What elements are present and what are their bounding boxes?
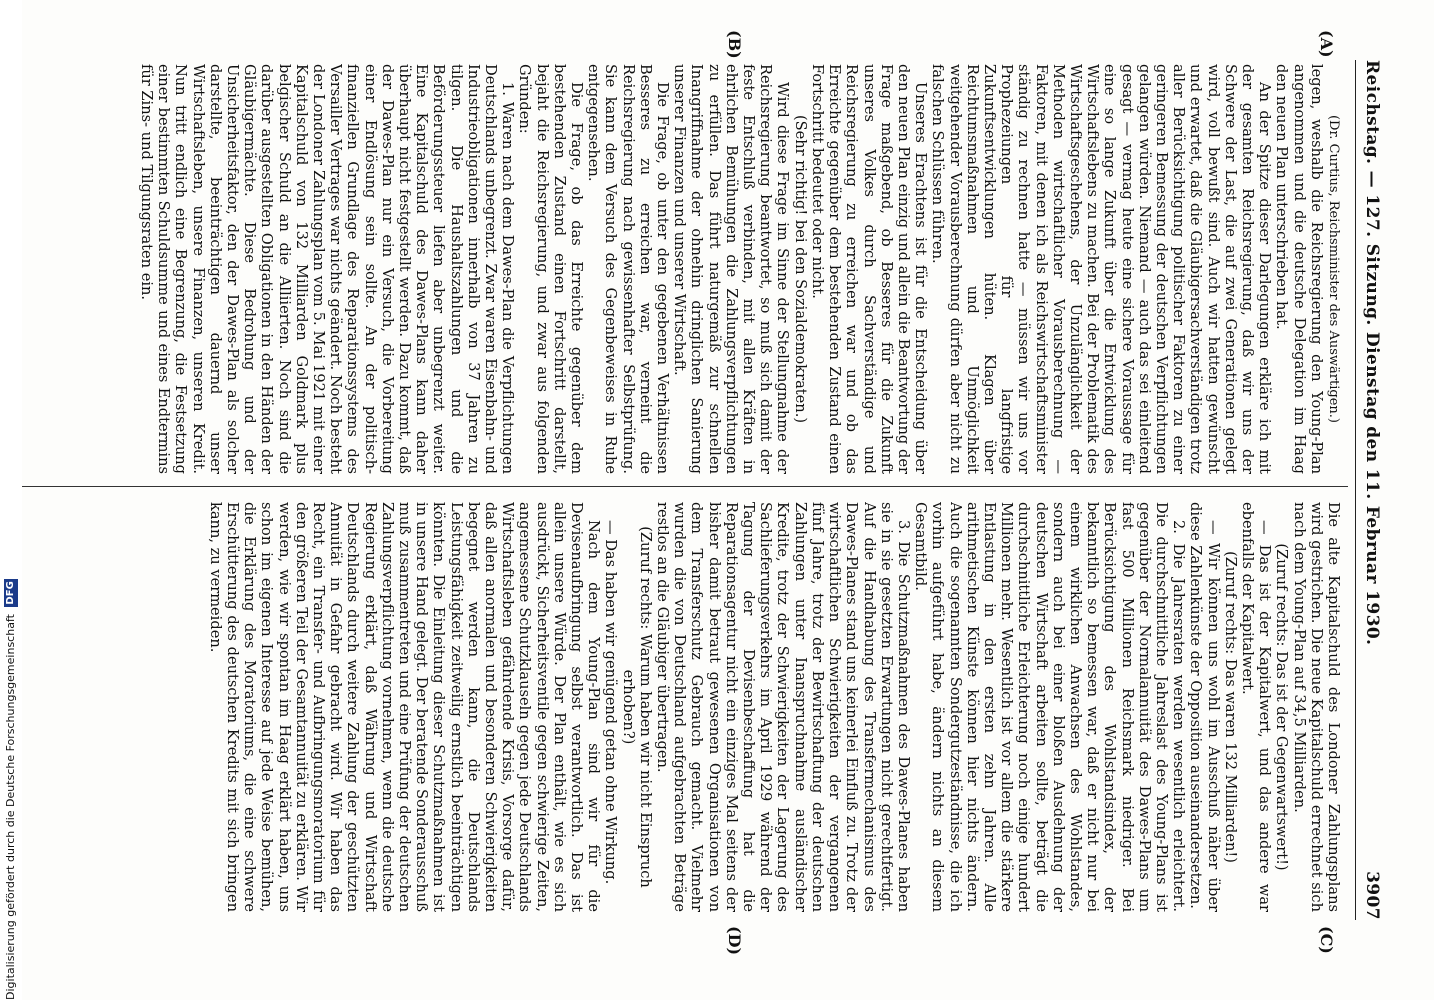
text-column-right xyxy=(12,502,1342,912)
text-column-left xyxy=(12,64,1342,474)
paragraph: Die Frage, ob das Erreichte gegenüber dem bestehenden Zustand einen Fortschritt darstellt, bejaht die Reichsregierung, und zwar aus folgenden Gründen: xyxy=(516,64,586,474)
paragraph: Die Frage, ob unter den gegebenen Verhältnissen Besseres zu erreichen war, verneint die Reichsregierung nach gewissenhafter Selbstprüfung. Sie kann dem Versuch des Gegenbeweises in Ruhe entgegensehen. xyxy=(585,64,672,474)
paragraph: Die alte Kapitalschuld des Londoner Zahlungsplans wird gestrichen. Die neue Kapitalschuld errechnet sich nach dem Young-Plan auf 34,5 Milliarden. xyxy=(1290,502,1342,912)
paragraph: Unseres Erachtens ist für die Entscheidung über den neuen Plan einzig und allein die Beantwortung der Frage maßgebend, ob Besseres für die Zukunft unseres Volkes durch Sachverständige und Reichsregierung zu erreichen war und ob das Erreichte gegenüber dem bestehenden Zustand einen Fortschritt bedeutet oder nicht. xyxy=(808,64,930,474)
paragraph: An der Spitze dieser Darlegungen erkläre ich mit der gesamten Reichsregierung, daß wir uns der Schwere der Last, die auf zwei Generationen gelegt wird, voll bewußt sind. Auch wir hatten gewünscht und erwartet, daß die Gläubigersachverständigen trotz aller Berücksichtigung politischer Faktoren zu einer geringeren Bemessung der deutschen Verpflichtungen gelangen würden. Niemand — auch das sei einleitend gesagt — vermag heute eine sichere Voraussage für eine so lange Zukunft über die Entwicklung des Wirtschaftslebens zu machen. Bei der Problematik des Wirtschaftsgeschehens, der Unzulänglichkeit der Methoden wirtschaftlicher Vorausberechnung — Faktoren, mit denen ich als Reichswirtschaftsminister ständig zu rechnen hatte — müssen wir uns vor Prophezeiungen für langfristige Zukunftsentwicklungen hüten. Klagen über Reichtumsmaßnahmen und Unmöglichkeit weitgehender Vorausberechnung dürfen aber nicht zu falschen Schlüssen führen. xyxy=(929,64,1274,474)
paragraph: Wird diese Frage im Sinne der Stellungnahme der Reichsregierung beantwortet, so muß sich damit der feste Entschluß verbinden, mit allen Kräften in ehrlichen Bemühungen die Zahlungsverpflichtungen zu erfüllen. Das führt naturgemäß zur schnellen Inangriffnahme der ohnehin dringlichen Sanierung unserer Finanzen und unserer Wirtschaft. xyxy=(671,64,792,474)
paragraph: (Zuruf rechts: Warum haben wir nicht Einspruch erhoben?) xyxy=(619,526,654,888)
margin-mark-b: (B) xyxy=(725,30,744,59)
paragraph: — Das haben wir genügend getan ohne Wirkung. xyxy=(602,520,620,885)
paragraph: — Das ist der Kapitalwert, und das andere war ebenfalls der Kapitalwert. xyxy=(1238,502,1274,912)
digitization-strip xyxy=(0,0,22,1000)
paragraph: (Zuruf rechts: Das ist der Gegenwartswert!) xyxy=(1273,543,1291,871)
paragraph: legen, weshalb die Reichsregierung den Young-Plan angenommen und die deutsche Delegation im Haag den neuen Plan unterschrieben hat. xyxy=(1273,64,1325,474)
dfg-logo: DFG xyxy=(5,581,16,605)
page-number: 3907 xyxy=(1362,871,1382,920)
paragraph: — Wir können uns wohl im Ausschuß näher über diese Zahlenkünste der Opposition auseinandersetzen. xyxy=(1187,502,1222,912)
header-title: Reichstag. — 127. Sitzung. Dienstag den 11. Februar 1930. xyxy=(1362,60,1382,646)
paragraph: (Zuruf rechts: Das waren 132 Milliarden!) xyxy=(1221,551,1239,863)
margin-mark-a: (A) xyxy=(1317,30,1336,58)
margin-mark-d: (D) xyxy=(725,926,744,956)
column-divider xyxy=(18,486,1348,487)
paragraph: (Dr. Curtius, Reichsminister des Auswärtigen.) xyxy=(1326,114,1341,423)
paragraph: 1. Waren nach dem Dawes-Plan die Verpflichtungen Deutschlands unbegrenzt. Zwar waren Eisenbahn- und Industrieobligationen innerhalb von 37 Jahren zu tilgen. Die Haushaltszahlungen und die Beförderungssteuer liefen aber unbegrenzt weiter. Eine Kapitalschuld des Dawes-Plans kann daher überhaupt nicht festgestellt werden. Dazu kommt, daß der Dawes-Plan nur ein Versuch, die Vorbereitung einer Endlösung sein sollte. An der politisch-finanziellen Grundlage des Reparationssystems des Versailler Vertrages war nichts geändert. Noch besteht der Londoner Zahlungsplan vom 5. Mai 1921 mit einer Kapitalschuld von 132 Milliarden Goldmark plus belgischer Schuld an die Alliierten. Noch sind die darüber ausgestellten Obligationen in den Händen der Gläubigermächte. Diese Bedrohung und der Unsicherheitsfaktor, den der Dawes-Plan als solcher darstellte, beeinträchtigen dauernd unser Wirtschaftsleben, unsere Finanzen, unseren Kredit. Nun tritt endlich eine Begrenzung, die Festsetzung einer bestimmten Schuldsumme und eines Endtermins für Zins- und Tilgungsraten ein. xyxy=(137,64,517,474)
paragraph: Nach dem Young-Plan sind wir für die Devisenaufbringung selbst verantwortlich. Das ist allein unsere Würde. Der Plan enthält, wie es sich ausdrückt, Sicherheitsventile gegen schwierige Zeiten, angemessene Schutzklauseln gegen jede Deutschlands Wirtschaftsleben gefährdende Krisis, Vorsorge dafür, daß allen anormalen und besonderen Schwierigkeiten begegnet werden kann, die Deutschlands Leistungsfähigkeit zeitweilig ernstlich beeinträchtigen könnten. Die Einleitung dieser Schutzmaßnahmen ist in unsere Hand gelegt. Der beratende Sonderausschuß muß zusammentreten und eine Prüfung der deutschen Zahlungsverpflichtung vornehmen, wenn die deutsche Regierung erklärt, daß Währung und Wirtschaft Deutschlands durch weitere Zahlung der geschützten Annuität in Gefahr gebracht wird. Wir haben das Recht, ein Transfer- und Aufbringungsmoratorium für den größeren Teil der Gesamtannuität zu erklären. Wir werden, wie wir spontan im Haag erklärt haben, uns schon im eigenen Interesse auf jede Weise bemühen, die Erklärung des Moratoriums, die eine schwere Erschütterung des deutschen Kredits mit sich bringen kann, zu vermeiden. xyxy=(206,502,603,912)
paragraph: 2. Die Jahresraten werden wesentlich erleichtert. Die durchschnittliche Jahreslast des Young-Plans ist gegenüber der Normalannuität des Dawes-Plans um fast 500 Millionen Reichsmark niedriger. Bei Berücksichtigung des Wohlstandsindex, der bekanntlich so bemessen war, daß er nicht nur bei einem wirklichen Anwachsen des Wohlstandes, sondern auch bei einer bloßen Ausdehnung der deutschen Wirtschaft arbeiten sollte, beträgt die durchschnittliche Erleichterung noch einige hundert Millionen mehr. Wesentlich ist vor allem die stärkere Entlastung in den ersten zehn Jahren. Alle arithmetischen Künste können hier nichts ändern. Auch die sogenannten Sondergutzeständnisse, die ich vorhin aufgeführt habe, ändern nichts an diesem Gesamtbild. xyxy=(912,502,1188,912)
paragraph: 3. Die Schutzmaßnahmen des Dawes-Planes haben sie in sie gesetzten Erwartungen nicht gerechtfertigt. Auf die Handhabung des Transfermechanismus des Dawes-Planes stand uns keinerlei Einfluß zu. Trotz der wirtschaftlichen Schwierigkeiten der vergangenen fünf Jahre, trotz der Bewirtschaftung der deutschen Zahlungen unter Inanspruchnahme ausländischer Kredite, trotz der Schwierigkeiten der Lagerung des Sachlieferungsverkehrs im April 1929 während der Tagung der Devisenbeschaffung hat die Reparationsagentur nicht ein einziges Mal seitens der bisher damit betraut gewesenen Organisationen von dem Transferschutz Gebrauch gemacht. Vielmehr wurden die von Deutschland aufgebrachten Beträge restlos an die Gläubiger übertragen. xyxy=(654,502,912,912)
paragraph: (Sehr richtig! bei den Sozialdemokraten.) xyxy=(791,114,809,424)
margin-mark-c: (C) xyxy=(1317,926,1336,954)
digitization-note: Digitalisierung gefördert durch die Deutsche Forschungsgemeinschaft xyxy=(4,614,17,1000)
page-header xyxy=(1355,60,1382,920)
